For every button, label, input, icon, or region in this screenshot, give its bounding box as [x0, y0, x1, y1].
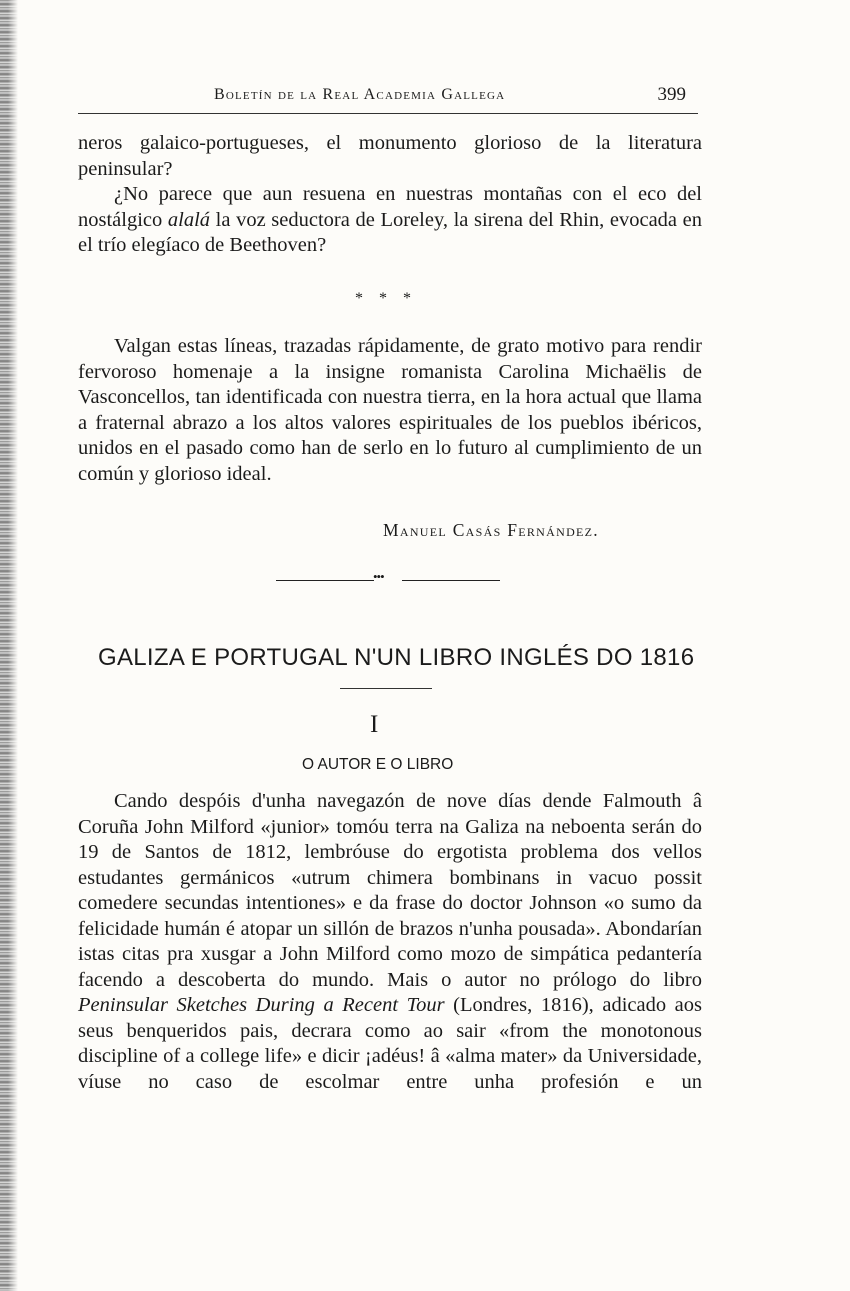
ornament-rule-left [276, 580, 374, 581]
running-header [78, 86, 698, 114]
ornament-rule-right [402, 580, 500, 581]
book-title: Peninsular Sketches During a Recent Tour [78, 994, 445, 1016]
article-title: GALIZA E PORTUGAL N'UN LIBRO INGLÉS DO 1816 [98, 644, 695, 671]
ornament-dots: ••• [373, 569, 384, 584]
chapter-number: I [370, 711, 379, 738]
title-underline-rule [340, 688, 432, 689]
scan-binding-edge [0, 0, 18, 1291]
closing-text-block [78, 334, 702, 487]
top-text-block [78, 131, 702, 259]
article-body-block [78, 789, 702, 1095]
chapter-title: O AUTOR E O LIBRO [302, 756, 454, 773]
article-first-paragraph [78, 789, 702, 1095]
body-text-part1: Cando despóis d'unha navegazón de nove días dende Falmouth â Coruña John Milford «junior» tomóu terra na Galiza na neboenta serán do 19 de Santos de 1812, lembróuse do ergotista problema dos vellos estudantes germánicos «utrum chimera bombinans in vacuo possit comedere secundas intentiones» e da frase do doctor Johnson «o sumo da felicidade humán é atopar un sillón de brazos n'unha pousada». Abondarían istas citas pra xusgar a John Milford como mozo de simpática pedantería facendo a descoberta do mundo. Mais o autor no prólogo do libro [78, 790, 702, 991]
question-text-a: ¿No parece que aun resuena en nuestras montañas con el eco del nostálgico [78, 183, 702, 231]
alala-word: alalá [167, 208, 211, 231]
closing-paragraph: Valgan estas líneas, trazadas rápidamente, de grato motivo para rendir fervoroso homenaje a la insigne romanista Carolina Michaëlis de Vasconcellos, tan identificada con nuestra tierra, en la hora actual que llama a fraternal abrazo a los altos valores espirituales de los pueblos ibéricos, unidos en el pasado como han de serlo en lo futuro al cumplimiento de un común y glorioso ideal. [78, 335, 702, 485]
continued-paragraph: neros galaico-portugueses, el monumento glorioso de la literatura peninsular? [78, 132, 702, 180]
question-text-b: la voz seductora de Loreley, la sirena del Rhin, evocada en el trío elegíaco de Beethoven? [78, 208, 702, 256]
author-signature: Manuel Casás Fernández. [383, 520, 599, 540]
page-number: 399 [657, 84, 686, 105]
question-paragraph [78, 182, 702, 259]
section-separator-asterisks: * * * [355, 290, 417, 307]
running-title: Boletín de la Real Academia Gallega [214, 86, 506, 103]
body-text-part2: (Londres, 1816), adicado aos seus benqueridos pais, decrara como ao sair «from the monotonous discipline of a college life» e dicir ¡adéus! â «alma mater» da Universidade, víuse no caso de escolmar entre unha profesión e un [78, 994, 702, 1093]
